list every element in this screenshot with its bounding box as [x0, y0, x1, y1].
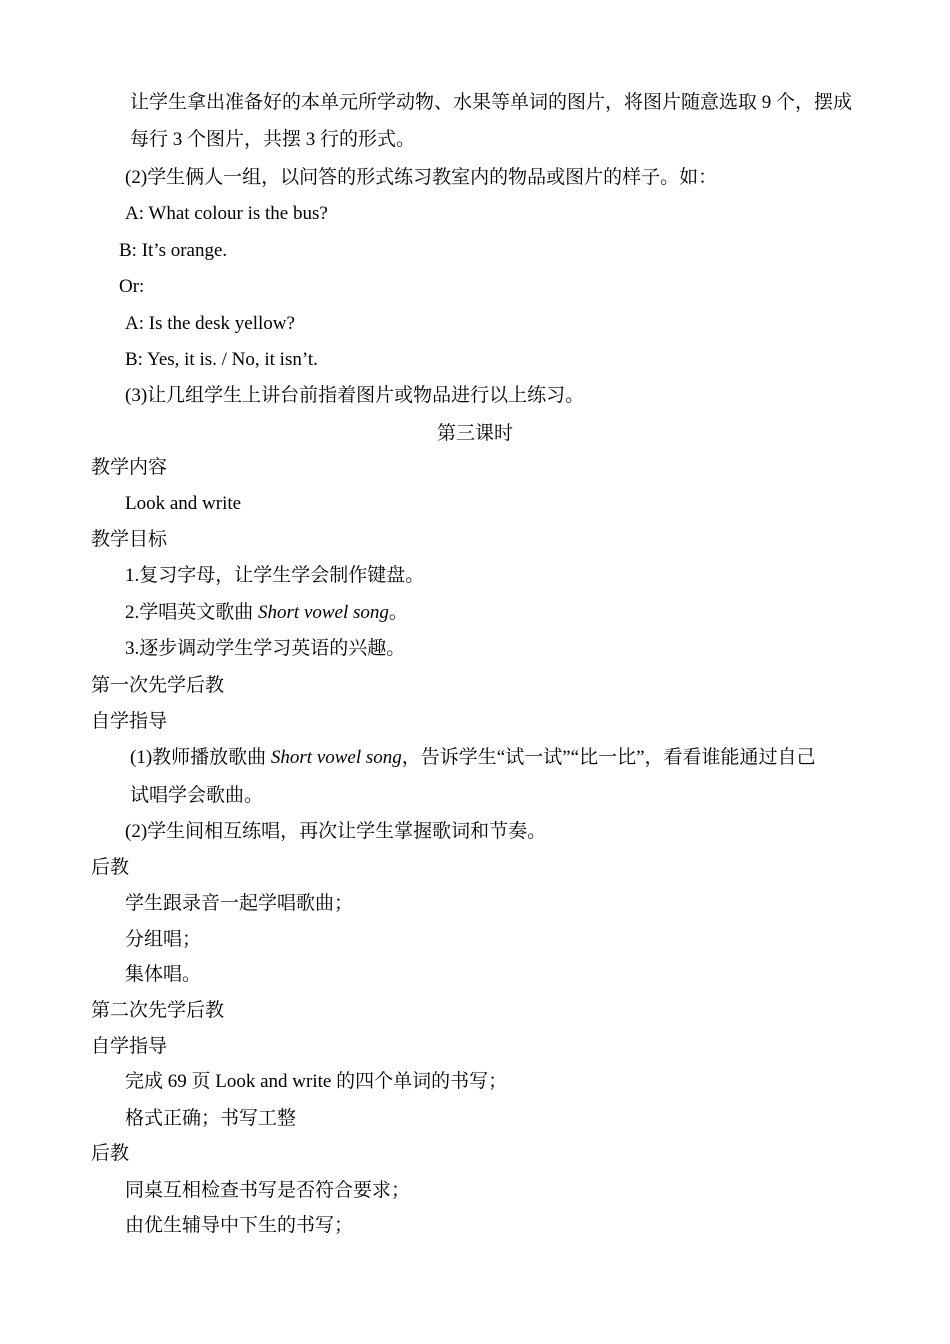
section-title: 第三课时	[436, 423, 513, 444]
song-title: Short vowel song	[258, 602, 389, 623]
song-title: Short vowel song	[270, 747, 402, 768]
paragraph-line: (2)学生间相互练唱，再次让学生掌握歌词和节奏。	[125, 821, 547, 842]
paragraph-line: Look and write	[125, 493, 242, 514]
heading: 第二次先学后教	[91, 1000, 225, 1021]
dialogue-line: B: It’s orange.	[119, 240, 228, 261]
paragraph-text: (1)教师播放歌曲	[130, 747, 271, 768]
heading: 第一次先学后教	[91, 675, 225, 696]
heading: 自学指导	[91, 711, 168, 732]
paragraph-line: 由优生辅导中下生的书写；	[125, 1215, 354, 1236]
list-item: 3.逐步调动学生学习英语的兴趣。	[125, 638, 406, 659]
paragraph-line: (2)学生俩人一组，以问答的形式练习教室内的物品或图片的样子。如：	[125, 167, 718, 188]
heading: 自学指导	[91, 1036, 168, 1057]
list-item-text: 。	[388, 602, 408, 623]
heading: 后教	[91, 1143, 130, 1164]
heading: 后教	[91, 857, 130, 878]
paragraph-line: 分组唱；	[125, 929, 202, 950]
paragraph-line: 格式正确；书写工整	[125, 1108, 297, 1129]
paragraph-line: 完成 69 页 Look and write 的四个单词的书写；	[125, 1071, 508, 1092]
paragraph-line: 让学生拿出准备好的本单元所学动物、水果等单词的图片，将图片随意选取 9 个，摆成	[130, 92, 853, 113]
heading: 教学内容	[91, 457, 168, 478]
paragraph-line: 试唱学会歌曲。	[130, 785, 264, 806]
paragraph-line: (3)让几组学生上讲台前指着图片或物品进行以上练习。	[125, 385, 585, 406]
paragraph-text: ，告诉学生“试一试”“比一比”，看看谁能通过自己	[401, 747, 816, 768]
paragraph-line: 同桌互相检查书写是否符合要求；	[125, 1180, 411, 1201]
dialogue-line: A: Is the desk yellow?	[125, 313, 295, 334]
heading: 教学目标	[91, 529, 168, 550]
list-item: 1.复习字母，让学生学会制作键盘。	[125, 565, 425, 586]
paragraph-line: 集体唱。	[125, 964, 202, 985]
paragraph-line: 每行 3 个图片，共摆 3 行的形式。	[130, 129, 416, 150]
dialogue-line: A: What colour is the bus?	[125, 203, 328, 224]
paragraph-line: 学生跟录音一起学唱歌曲；	[125, 893, 354, 914]
list-item-text: 2.学唱英文歌曲	[125, 602, 259, 623]
list-item	[125, 601, 408, 625]
dialogue-line: B: Yes, it is. / No, it isn’t.	[125, 349, 318, 370]
paragraph-line	[130, 746, 816, 770]
dialogue-line: Or:	[119, 276, 145, 297]
